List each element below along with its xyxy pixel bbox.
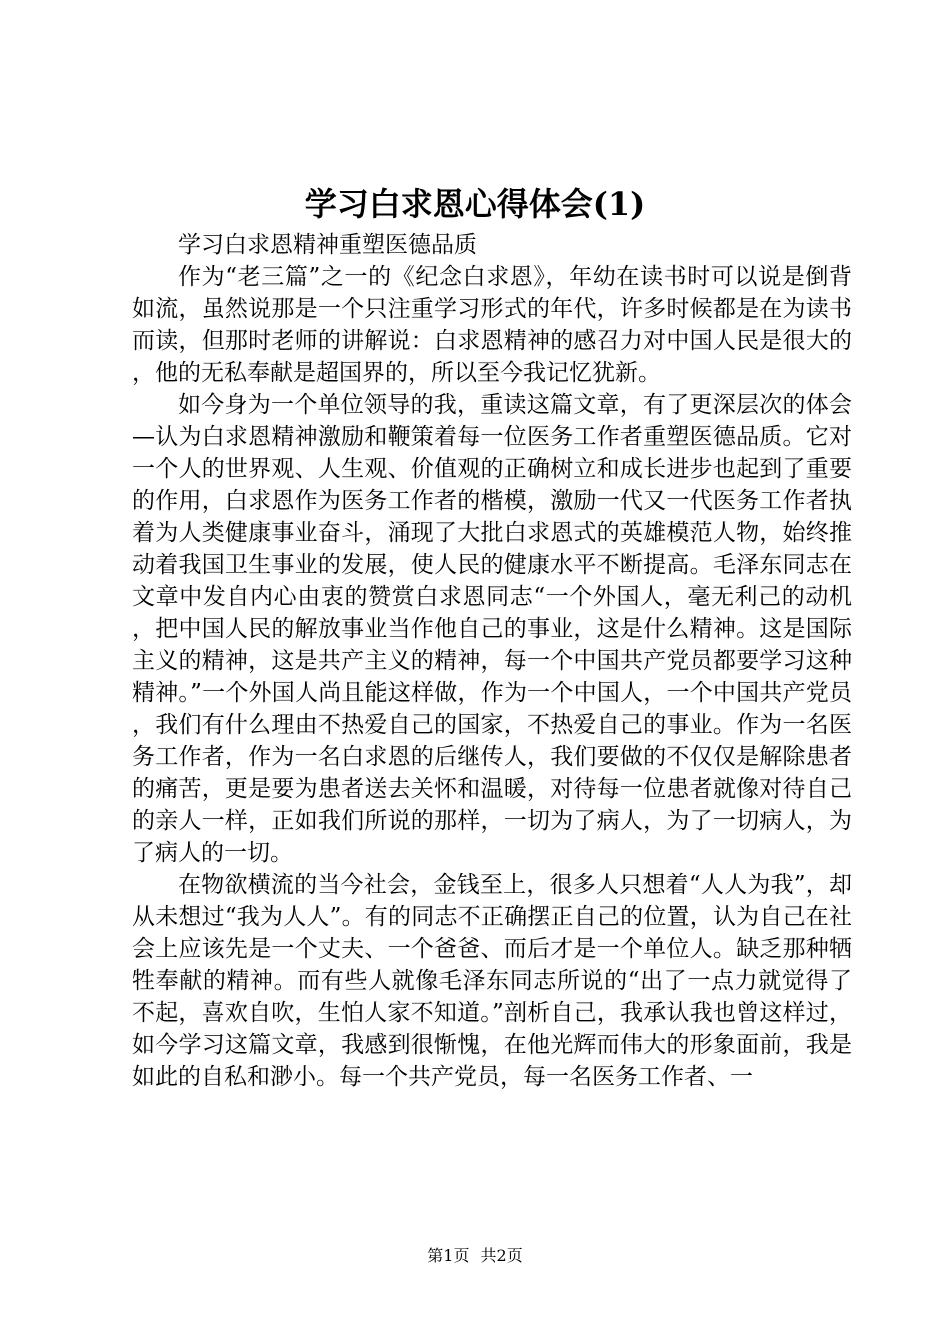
document-subtitle: 学习白求恩精神重塑医德品质	[178, 232, 477, 258]
page-number: 第1页	[427, 1246, 470, 1265]
paragraph-3: 在物欲横流的当今社会，金钱至上，很多人只想着“人人为我”，却从未想过“我为人人”。有的同志不正确摆正自己的位置，认为自己在社会上应该先是一个丈夫、一个爸爸、而后才是一个单位人。缺乏那种牺牲奉献的精神。而有些人就像毛泽东同志所说的“出了一点力就觉得了不起，喜欢自吹，生怕人家不知道。”剖析自己，我承认我也曾这样过，如今学习这篇文章，我感到很惭愧，在他光辉而伟大的形象面前，我是如此的自私和渺小。每一个共产党员，每一名医务工作者、一	[132, 872, 852, 1090]
page-footer	[0, 1245, 950, 1267]
paragraph-2: 如今身为一个单位领导的我，重读这篇文章，有了更深层次的体会—认为白求恩精神激励和鞭策着每一位医务工作者重塑医德品质。它对一个人的世界观、人生观、价值观的正确树立和成长进步也起到了重要的作用，白求恩作为医务工作者的楷模，激励一代又一代医务工作者执着为人类健康事业奋斗，涌现了大批白求恩式的英雄模范人物，始终推动着我国卫生事业的发展，使人民的健康水平不断提高。毛泽东同志在文章中发自内心由衷的赞赏白求恩同志“一个外国人，毫无利己的动机，把中国人民的解放事业当作他自己的事业，这是什么精神。这是国际主义的精神，这是共产主义的精神，每一个中国共产党员都要学习这种精神。”一个外国人尚且能这样做，作为一个中国人，一个中国共产党员，我们有什么理由不热爱自己的国家，不热爱自己的事业。作为一名医务工作者，作为一名白求恩的后继传人，我们要做的不仅仅是解除患者的痛苦，更是要为患者送去关怀和温暖，对待每一位患者就像对待自己的亲人一样，正如我们所说的那样，一切为了病人，为了一切病人，为了病人的一切。	[132, 392, 852, 866]
document-title: 学习白求恩心得体会(1)	[304, 185, 646, 223]
paragraph-1: 作为“老三篇”之一的《纪念白求恩》，年幼在读书时可以说是倒背如流，虽然说那是一个只注重学习形式的年代，许多时候都是在为读书而读，但那时老师的讲解说：白求恩精神的感召力对中国人民是很大的，他的无私奉献是超国界的，所以至今我记忆犹新。	[132, 264, 852, 386]
document-body	[132, 229, 852, 1093]
page-total: 共2页	[480, 1246, 523, 1265]
